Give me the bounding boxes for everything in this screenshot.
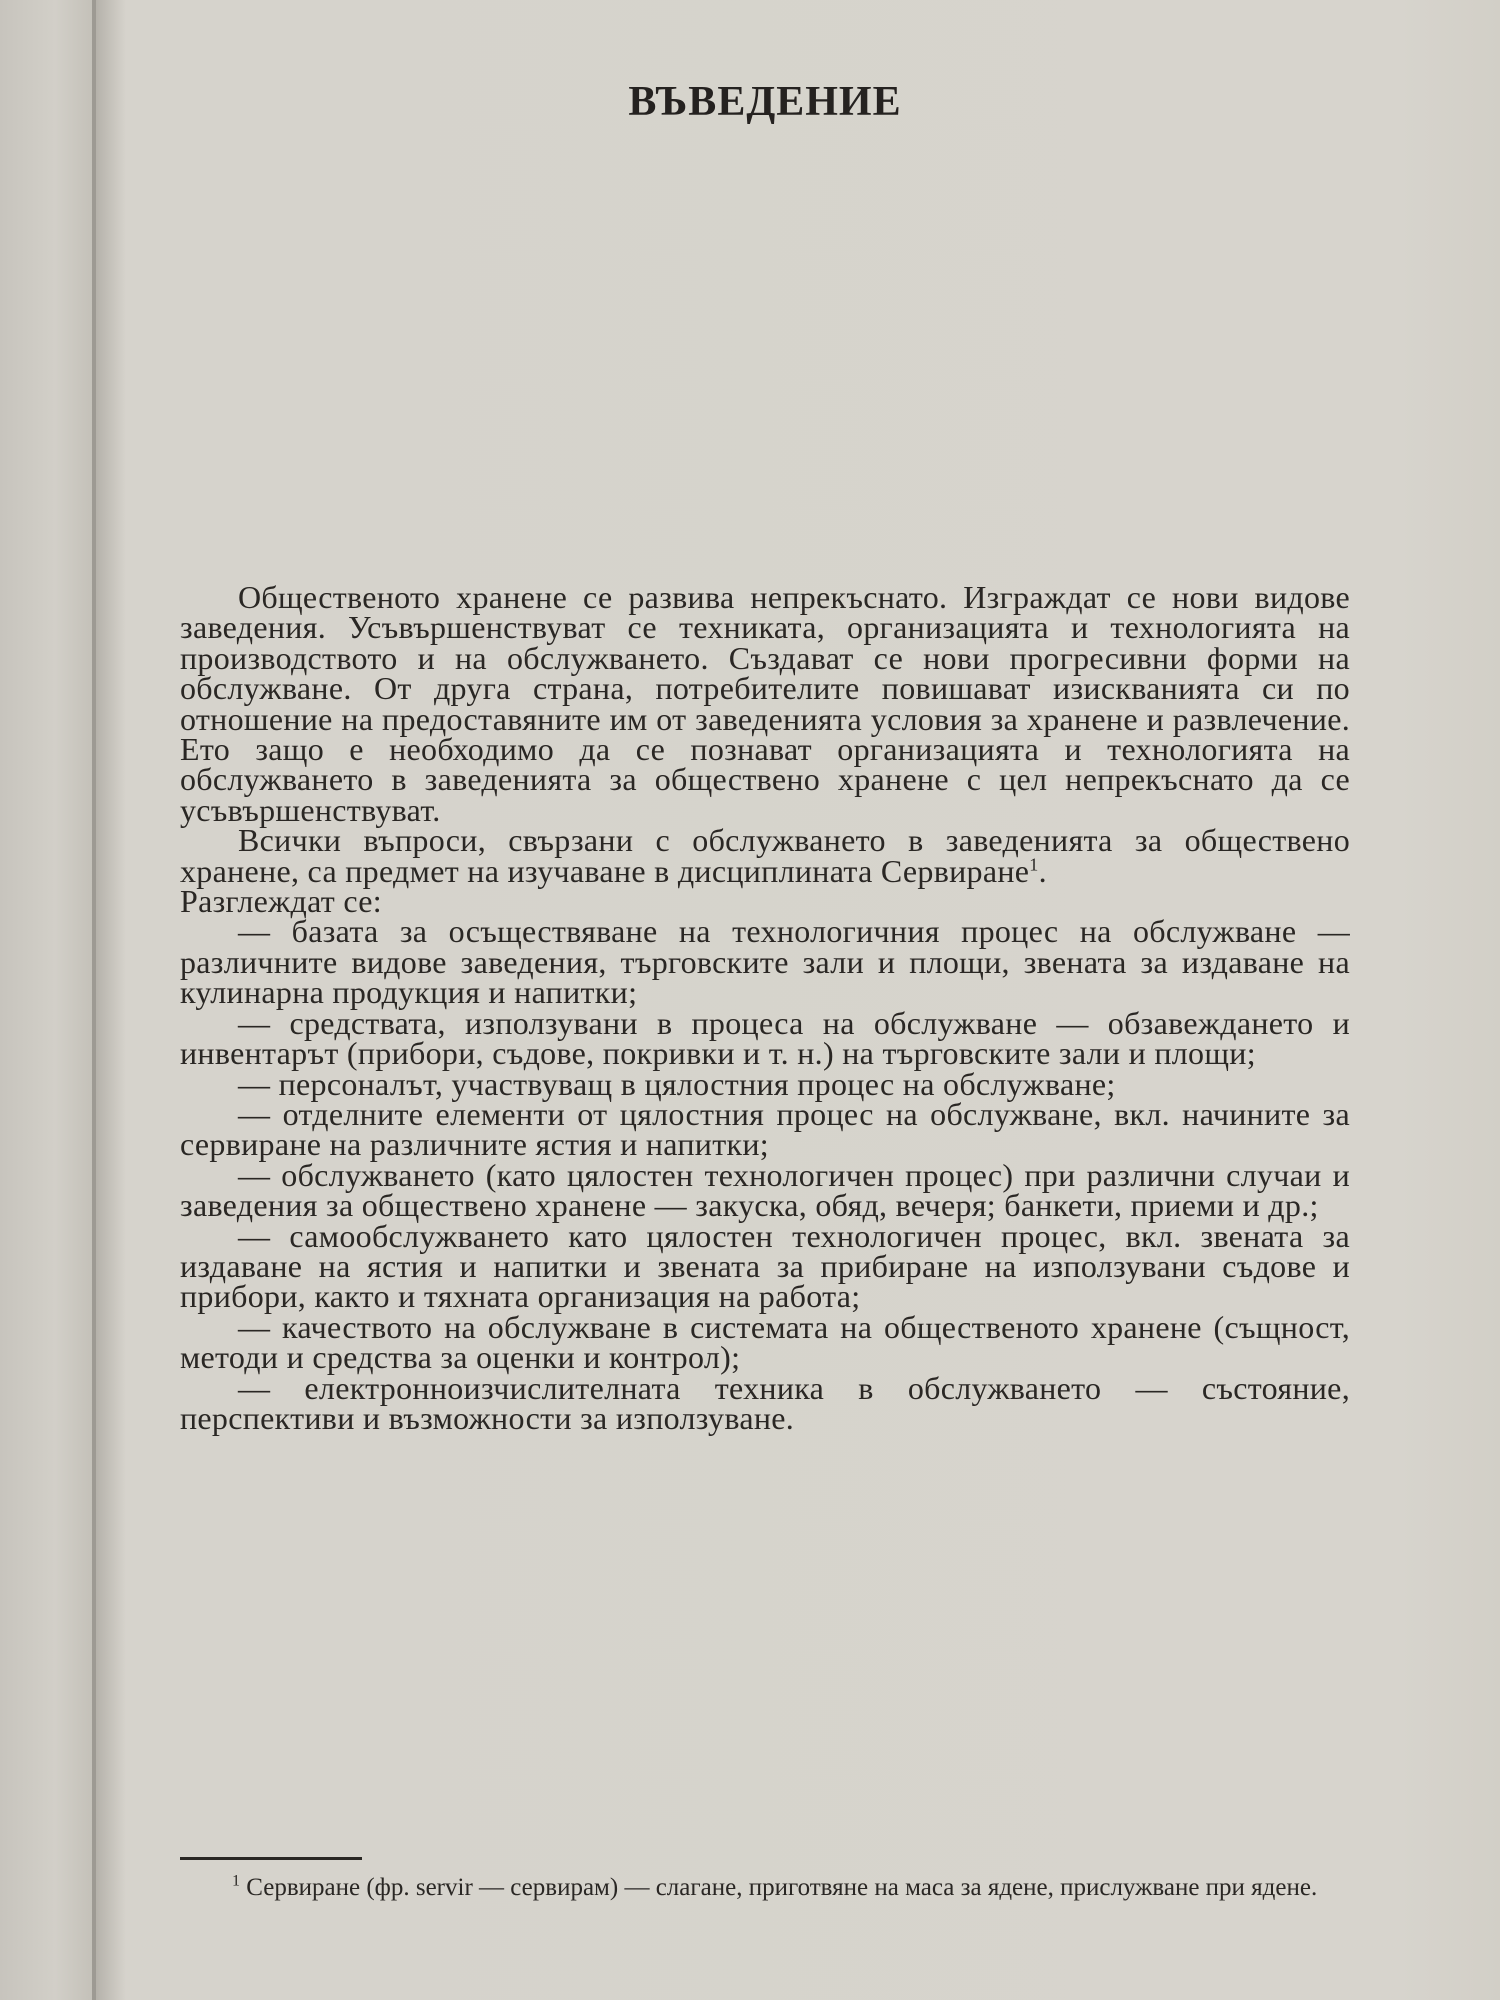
list-item: — качеството на обслужване в системата на общественото хранене (същност, методи и средства за оценки и контрол); [180,1308,1350,1376]
list-item: — самообслужването като цялостен технологичен процес, вкл. звената за издаване на ястия и напитки и звената за прибиране на използувани съдове и прибори, както и тяхната организация на работа; [180,1217,1350,1315]
list-item: — обслужването (като цялостен технологичен процес) при различни случаи и заведения за обществено хранене — закуска, обяд, вечеря; банкети, приеми и др.; [180,1156,1350,1224]
list-item: — персоналът, участвуващ в цялостния процес на обслужване; [238,1065,1116,1102]
previous-page-edge [0,0,92,2000]
paragraph-subject-text: Всички въпроси, свързани с обслужването в заведенията за обществено хранене, са предмет на изучаване в дисциплината Сервиране [180,822,1350,889]
paragraph-subject: Всички въпроси, свързани с обслужването в заведенията за обществено хранене, са предмет на изучаване в дисциплината Сервиране$^1$. [180,822,1350,889]
page [180,0,1350,2000]
list-item: — електронноизчислителната техника в обслужването — състояние, перспективи и възможности за използуване. [180,1369,1350,1436]
paragraph-intro: Общественото хранене се развива непрекъснато. Изграждат се нови видове заведения. Усъвършенствуват се техниката, организацията и технологията на производството и на обслужването. Създават се нови прогресивни форми на обслужване. От друга страна, потребителите повишават изискванията си по отношение на предоставяните им от заведенията условия за хранене и развлечение. Ето защо е необходимо да се познават организацията и технологията на обслужването в заведенията за обществено хранене с цел непрекъснато да се усъвършенствуват. [180,579,1350,828]
footnote-text: Сервиране (фр. servir — сервирам) — слагане, приготвяне на маса за ядене, прислужване при ядене. [246,1874,1318,1901]
chapter-title: ВЪВЕДЕНИЕ [628,79,902,125]
gutter-shadow [96,0,126,2000]
body-text [180,579,1350,1436]
footnote-reference: 1 [1029,854,1039,874]
list-item: — базата за осъществяване на технологичния процес на обслужване — различните видове заведения, търговските зали и площи, звената за издаване на кулинарна продукция и напитки; [180,913,1350,1011]
list-item: — средствата, използувани в процеса на обслужване — обзавеждането и инвентарът (прибори, съдове, покривки и т. н.) на търговските зали и площи; [180,1004,1350,1072]
footnote-separator [180,1857,362,1860]
footnote-marker: 1 [232,1872,240,1890]
footnote [180,1873,1350,1903]
paragraph-list-lead: Разглеждат се: [180,883,382,920]
list-item: — отделните елементи от цялостния процес на обслужване, вкл. начините за сервиране на различните ястия и напитки; [180,1095,1350,1163]
